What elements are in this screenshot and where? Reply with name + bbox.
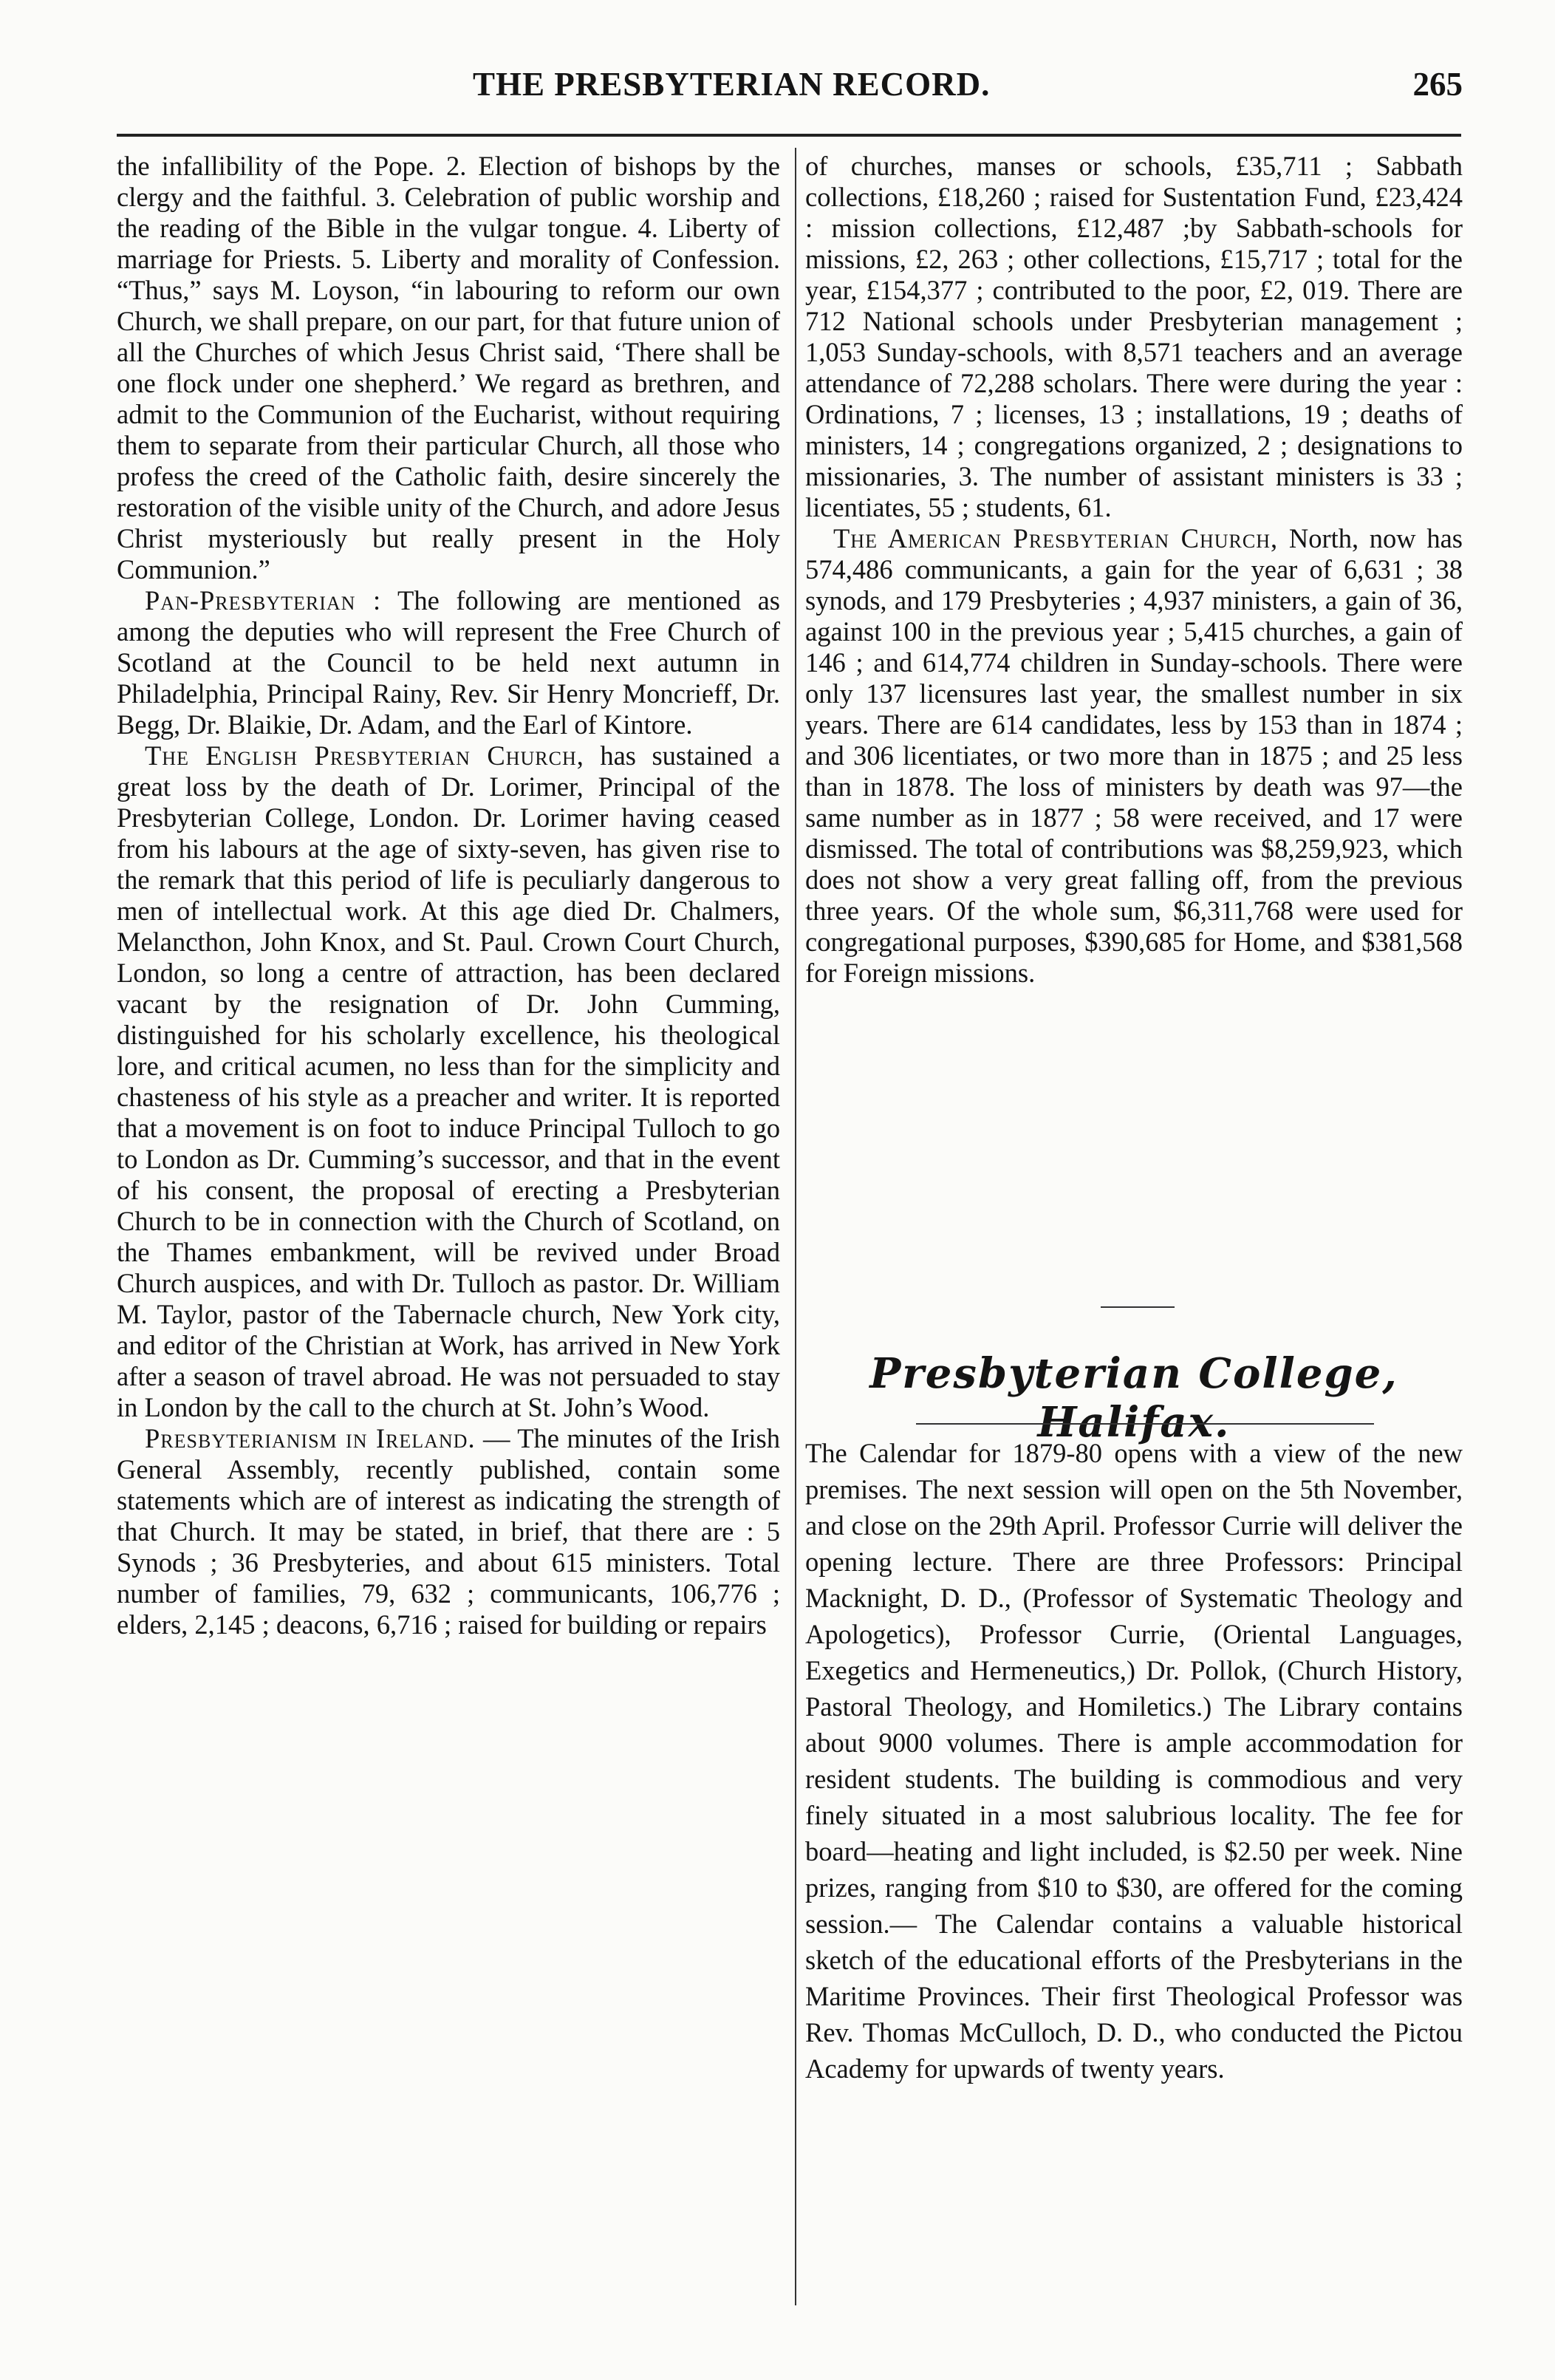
right-column: [805, 151, 1463, 989]
english-church-lead: The English Presbyterian Church,: [145, 740, 584, 771]
left-column: [117, 151, 780, 1640]
ireland-paragraph: [117, 1423, 780, 1640]
loyson-paragraph: the infallibility of the Pope. 2. Election of bishops by the clergy and the faithful. 3. Celebration of public worship and the reading of the Bible in the vulgar tongue. 4. Liberty of marriage for Priests. 5. Liberty and morality of Confession. “Thus,” says M. Loyson, “in labouring to reform our own Church, we shall prepare, on our part, for that future union of all the Churches of which Jesus Christ said, ‘There shall be one flock under one shepherd.’ We regard as brethren, and admit to the Communion of the Eucharist, without requiring them to separate from their particular Church, all those who profess the creed of the Catholic faith, desire sincerely the restoration of the visible unity of the Church, and adore Jesus Christ mysteriously but really present in the Holy Communion.”: [117, 151, 780, 584]
college-heading: Presbyterian College, Halifax.: [869, 1349, 1398, 1447]
college-paragraph: The Calendar for 1879-80 opens with a view of the new premises. The next session will open on the 5th November, and close on the 29th April. Professor Currie will deliver the opening lecture. There are three Professors: Principal Macknight, D. D., (Professor of Systematic Theology and Apologetics), Professor Currie, (Oriental Languages, Exegetics and Hermeneutics,) Dr. Pollok, (Church History, Pastoral Theology, and Homiletics.) The Library contains about 9000 volumes. There is ample accommodation for resident students. The building is commodious and very finely situated in a most salubrious locality. The fee for board—heating and light included, is $2.50 per week. Nine prizes, ranging from $10 to $30, are offered for the coming session.— The Calendar contains a valuable historical sketch of the educational efforts of the Presbyterians in the Maritime Provinces. Their first Theological Professor was Rev. Thomas McCulloch, D. D., who conducted the Pictou Academy for upwards of twenty years.: [805, 1438, 1463, 2084]
american-church-text: North, now has 574,486 communicants, a gain for the year of 6,631 ; 38 synods, and 179 Presbyteries ; 4,937 ministers, a gain of 36, against 100 in the previous year ; 5,415 churches, a gain of 146 ; and 614,774 children in Sunday-schools. There were only 137 licensures last year, the smallest number in six years. There are 614 candidates, less by 153 than in 1874 ; and 306 licentiates, or two more than in 1875 ; and 25 less than in 1878. The loss of ministers by death was 97—the same number as in 1877 ; 58 were received, and 17 were dismissed. The total of contributions was $8,259,923, which does not show a very great falling off, from the previous three years. Of the whole sum, $6,311,768 were used for congregational purposes, $390,685 for Home, and $381,568 for Foreign missions.: [805, 523, 1463, 988]
pan-presbyterian-paragraph: [117, 585, 780, 740]
american-church-lead: The American Presbyterian Church,: [833, 523, 1279, 553]
section-separator: [1101, 1306, 1175, 1308]
pan-presbyterian-lead: Pan-Presbyterian :: [145, 585, 382, 616]
header-rule: [117, 134, 1461, 137]
college-section: [805, 1435, 1463, 2087]
page-number: 265: [1412, 66, 1463, 103]
english-church-text: has sustained a great loss by the death of Dr. Lorimer, Principal of the Presbyterian College, London. Dr. Lorimer having ceased from his labours at the age of sixty-seven, has given rise to the remark that this period of life is peculiarly dangerous to men of intellectual work. At this age died Dr. Chalmers, Melancthon, John Knox, and St. Paul. Crown Court Church, London, so long a centre of attraction, has been declared vacant by the resignation of Dr. John Cumming, distinguished for his scholarly excellence, his theological lore, and critical acumen, no less than for the simplicity and chasteness of his style as a preacher and writer. It is reported that a movement is on foot to induce Principal Tulloch to go to London as Dr. Cumming’s successor, and that in the event of his consent, the proposal of erecting a Presbyterian Church to be in connection with the Church of Scotland, on the Thames embankment, will be revived under Broad Church auspices, and with Dr. Tulloch as pastor. Dr. William M. Taylor, pastor of the Tabernacle church, New York city, and editor of the Christian at Work, has arrived in New York after a season of travel abroad. He was not persuaded to stay in London by the call to the church at St. John’s Wood.: [117, 740, 780, 1422]
pan-presbyterian-text: The following are mentioned as among the deputies who will represent the Free Church of Scotland at the Council to be held next autumn in Philadelphia, Principal Rainy, Rev. Sir Henry Moncrieff, Dr. Begg, Dr. Blaikie, Dr. Adam, and the Earl of Kintore.: [117, 585, 780, 740]
running-title: THE PRESBYTERIAN RECORD.: [473, 66, 991, 103]
heading-rule: [916, 1423, 1374, 1425]
english-church-paragraph: [117, 740, 780, 1423]
column-divider: [795, 148, 796, 2305]
ireland-text: — The minutes of the Irish General Assembly, recently published, contain some statements which are of interest as indicating the strength of that Church. It may be stated, in brief, that there are : 5 Synods ; 36 Presbyteries, and about 615 ministers. Total number of families, 79, 632 ; communicants, 106,776 ; elders, 2,145 ; deacons, 6,716 ; raised for building or repairs: [117, 1423, 780, 1640]
ireland-lead: Presbyterianism in Ireland.: [145, 1423, 476, 1453]
ireland-continued-paragraph: of churches, manses or schools, £35,711 ; Sabbath collections, £18,260 ; raised for Sustentation Fund, £23,424 : mission collections, £12,487 ;by Sabbath-schools for missions, £2, 263 ; other collections, £15,717 ; total for the year, £154,377 ; contributed to the poor, £2, 019. There are 712 National schools under Presbyterian management ; 1,053 Sunday-schools, with 8,571 teachers and an average attendance of 72,288 scholars. There were during the year : Ordinations, 7 ; licenses, 13 ; installations, 19 ; deaths of ministers, 14 ; congregations organized, 2 ; designations to missionaries, 3. The number of assistant ministers is 33 ; licentiates, 55 ; students, 61.: [805, 151, 1463, 522]
american-church-paragraph: [805, 523, 1463, 989]
page-header: [443, 65, 1463, 117]
